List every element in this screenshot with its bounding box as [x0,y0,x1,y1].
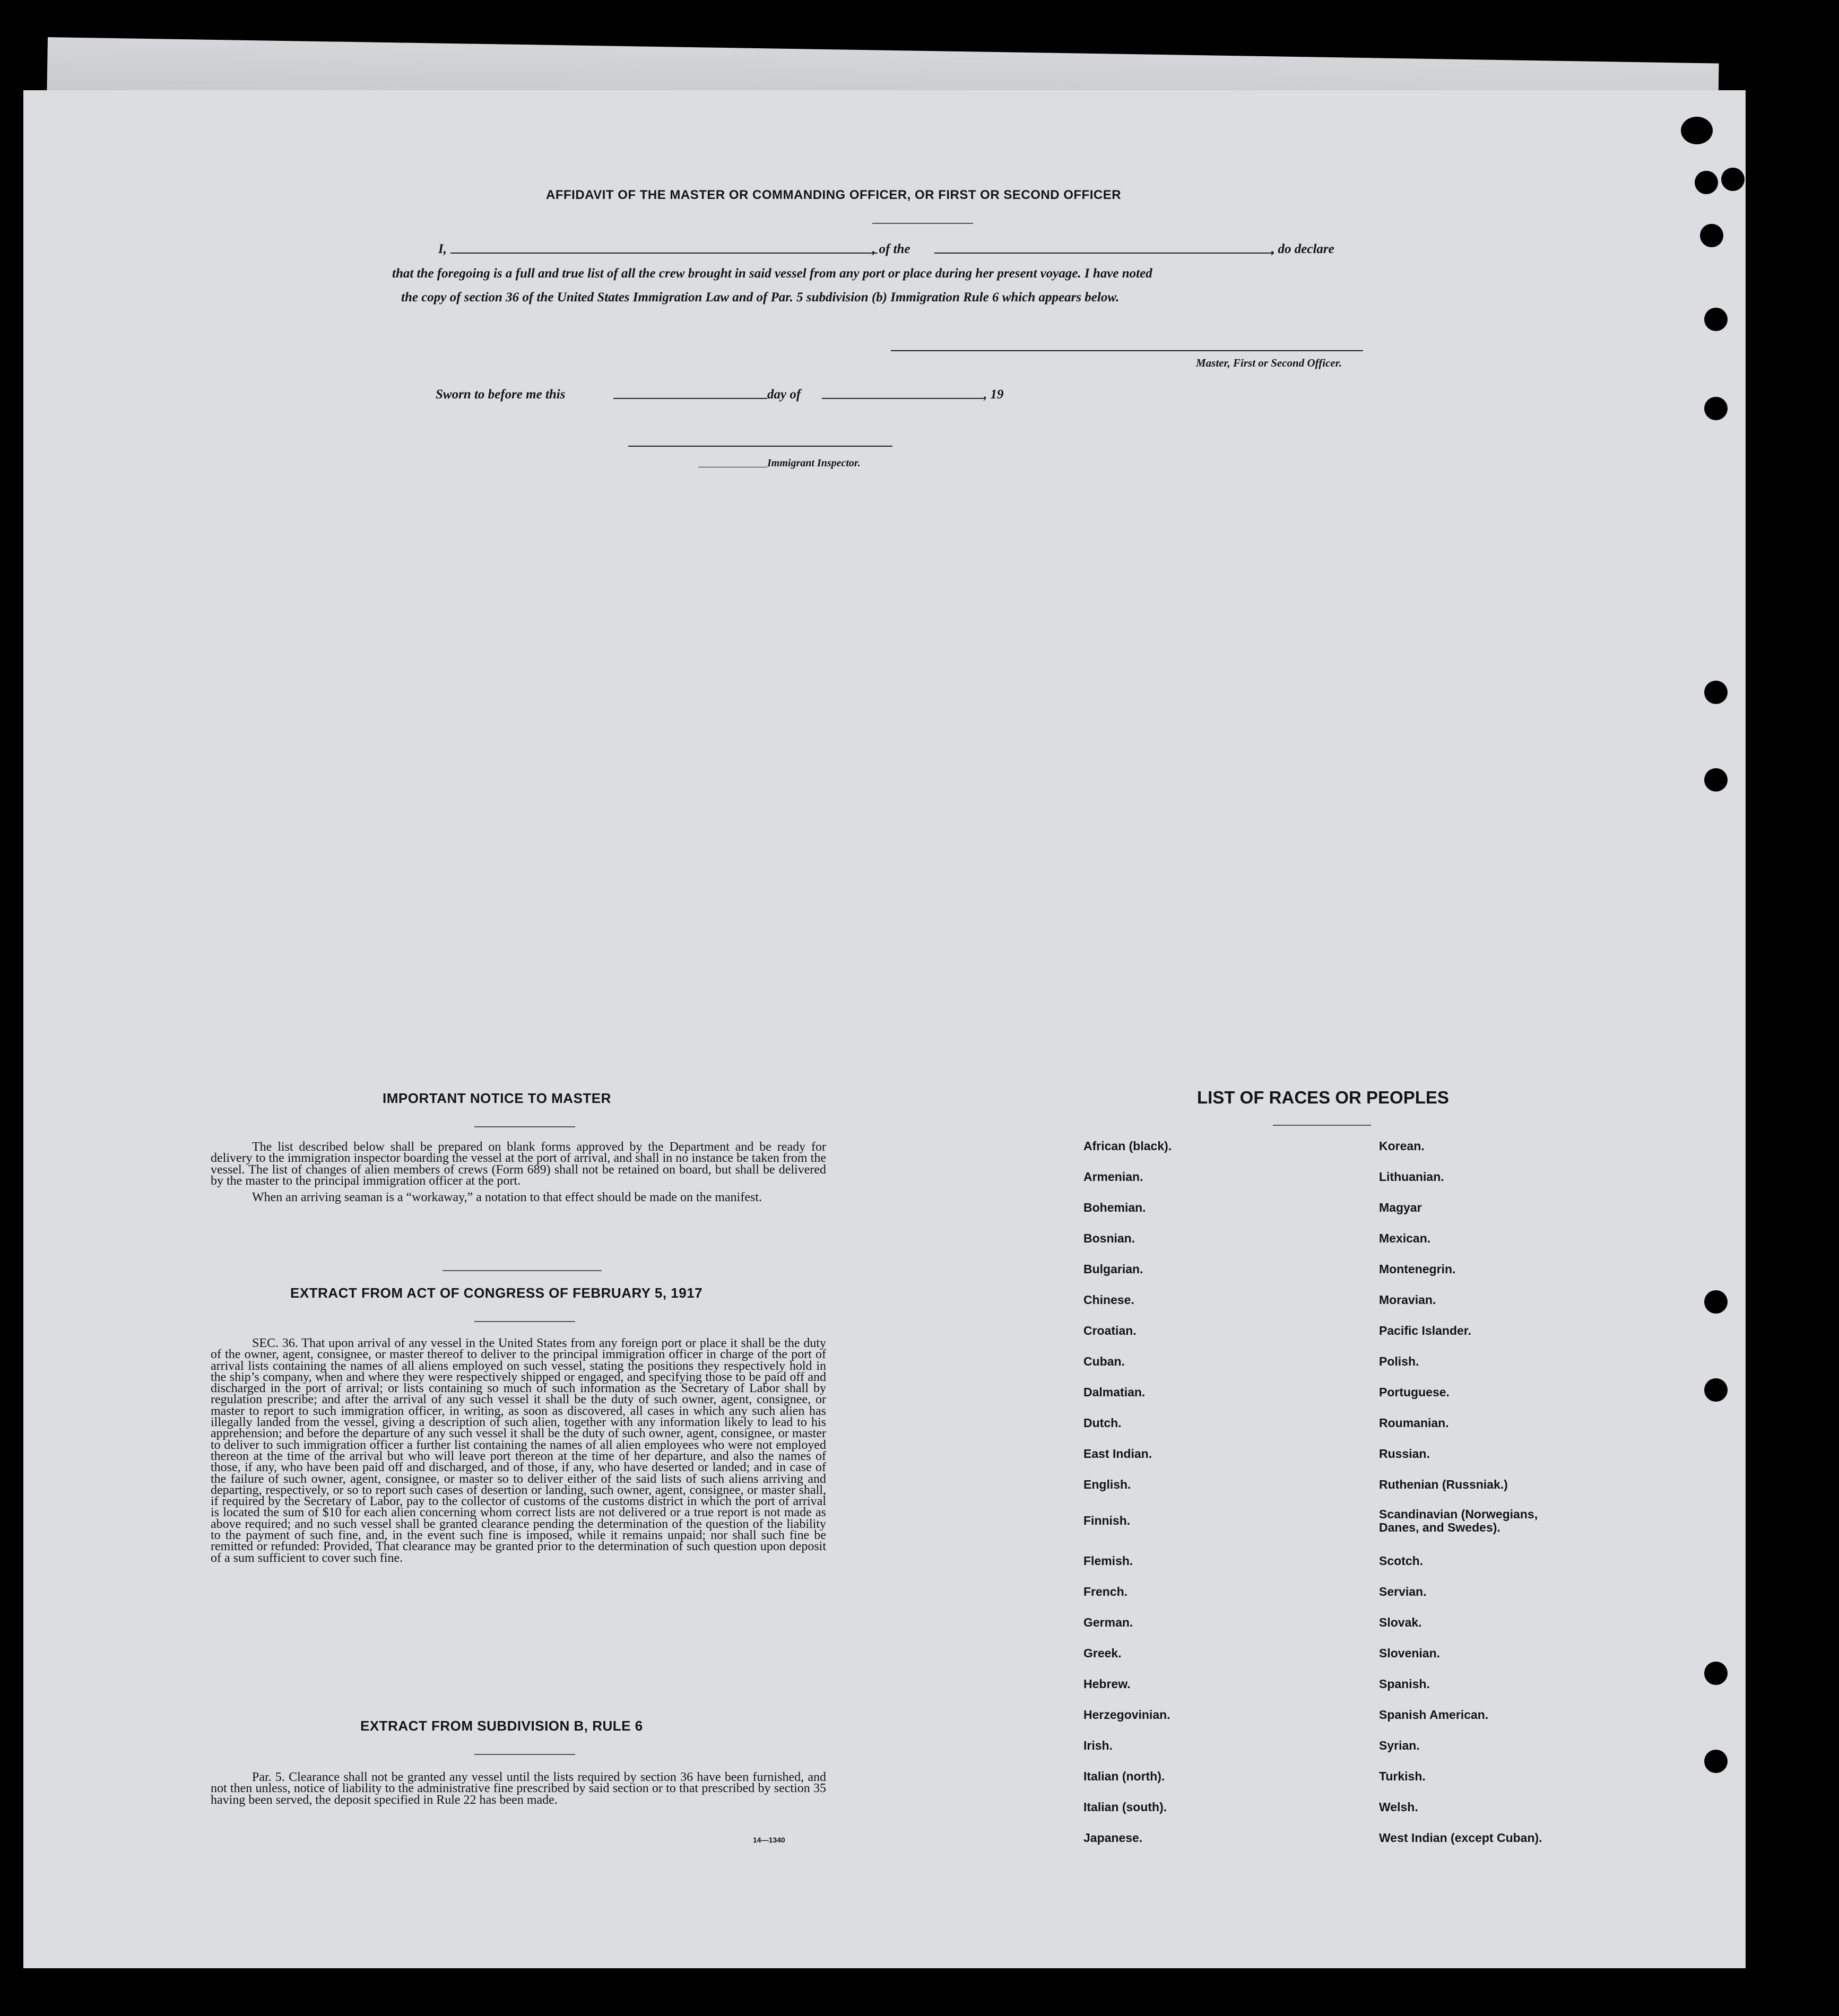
do-declare-label: , do declare [1271,242,1334,256]
race-item: Italian (north). [1083,1769,1165,1783]
race-item: East Indian. [1083,1447,1152,1461]
form-page [23,90,1746,1968]
punch-hole [1704,681,1728,704]
notice-title: IMPORTANT NOTICE TO MASTER [383,1090,611,1106]
race-item: Bulgarian. [1083,1262,1143,1276]
race-item: Cuban. [1083,1354,1125,1368]
master-signature-label: Master, First or Second Officer. [1196,357,1342,369]
race-item: Korean. [1379,1139,1425,1153]
section-divider [443,1270,602,1271]
race-item: Polish. [1379,1354,1419,1368]
par-5-text: Par. 5. Clearance shall not be granted any vessel until the lists required by section 36 have been furnished, and not then unless, notice of liability to the administrative fine prescribed by said section or to that prescribed by section 35 having been served, the deposit specified in Rule 22 has been made. [211,1770,826,1807]
race-item: Chinese. [1083,1293,1134,1307]
form-number: 14—1340 [753,1836,785,1844]
punch-hole [1721,168,1745,191]
races-divider [1273,1125,1371,1126]
declarant-prefix: I, [438,242,447,256]
race-item: German. [1083,1615,1133,1629]
race-item: Japanese. [1083,1831,1143,1845]
punch-hole [1704,768,1728,792]
race-item: Dutch. [1083,1416,1122,1430]
race-item: Flemish. [1083,1554,1133,1568]
vessel-name-line[interactable] [934,253,1274,254]
race-item: Slovenian. [1379,1646,1441,1660]
race-item: Italian (south). [1083,1800,1167,1814]
act-extract-title: EXTRACT FROM ACT OF CONGRESS OF FEBRUARY 5, 1917 [290,1285,703,1301]
race-item: Slovak. [1379,1615,1422,1629]
punch-hole [1704,1750,1728,1773]
punch-hole [1681,117,1713,144]
race-item: Spanish. [1379,1677,1430,1691]
sworn-prefix: Sworn to before me this [436,387,566,402]
punch-hole [1704,308,1728,331]
affidavit-line-2: that the foregoing is a full and true list of all the crew brought in said vessel from any port or place during her present voyage. I have noted [392,266,1152,281]
race-item: African (black). [1083,1139,1172,1153]
race-item: Montenegrin. [1379,1262,1456,1276]
notice-divider [474,1126,575,1127]
notice-body [211,1142,826,1203]
races-title: LIST OF RACES OR PEOPLES [1197,1088,1449,1107]
race-item: Syrian. [1379,1739,1420,1752]
act-extract-body [211,1338,826,1564]
rule-extract-title: EXTRACT FROM SUBDIVISION B, RULE 6 [360,1718,643,1734]
master-signature-line[interactable] [891,350,1363,351]
declarant-name-line[interactable] [450,253,878,254]
race-item: Roumanian. [1379,1416,1449,1430]
race-item: Irish. [1083,1739,1113,1752]
race-item: Scotch. [1379,1554,1424,1568]
punch-hole [1695,171,1718,194]
rule-extract-body [211,1772,826,1806]
race-item: Servian. [1379,1585,1427,1598]
race-item: Ruthenian (Russniak.) [1379,1478,1508,1491]
sworn-month-line[interactable] [822,398,984,399]
punch-hole [1700,224,1723,247]
race-item: Portuguese. [1379,1385,1450,1399]
race-item: Magyar [1379,1201,1422,1214]
inspector-label: Immigrant Inspector. [767,457,861,469]
race-item: Moravian. [1379,1293,1436,1307]
race-item: Dalmatian. [1083,1385,1146,1399]
affidavit-title: AFFIDAVIT OF THE MASTER OR COMMANDING OFFICER, OR FIRST OR SECOND OFFICER [546,188,1122,202]
race-item: Spanish American. [1379,1708,1489,1722]
inspector-signature-line[interactable] [628,446,892,447]
notice-paragraph-1: The list described below shall be prepared on blank forms approved by the Department and be ready for delivery to the immigration inspector boarding the vessel at the port of arrival, and shall in no instance be taken from the vessel. The list of changes of alien members of crews (Form 689) shall not be retained on board, but shall be delivered by the master to the principal immigration officer at the port. [211,1140,826,1188]
race-item: Bosnian. [1083,1231,1135,1245]
title-divider [872,223,973,224]
sworn-day-line[interactable] [613,398,767,399]
punch-hole [1704,1378,1728,1402]
act-extract-divider [474,1321,575,1322]
of-the-label: , of the [872,242,910,256]
race-item: Greek. [1083,1646,1122,1660]
affidavit-line-3: the copy of section 36 of the United States Immigration Law and of Par. 5 subdivision (b) Immigration Rule 6 which appears below. [401,290,1120,305]
race-item: Croatian. [1083,1324,1137,1337]
race-item: Bohemian. [1083,1201,1146,1214]
sworn-year-label: , 19 [984,387,1004,402]
punch-hole [1704,1290,1728,1314]
rule-extract-divider [474,1754,575,1755]
race-item: Armenian. [1083,1170,1143,1184]
race-item: Hebrew. [1083,1677,1131,1691]
race-item: English. [1083,1478,1131,1491]
race-item: Turkish. [1379,1769,1426,1783]
race-item: Mexican. [1379,1231,1431,1245]
punch-hole [1704,397,1728,420]
race-item: French. [1083,1585,1128,1598]
race-item: West Indian (except Cuban). [1379,1831,1542,1845]
day-of-label: day of [767,387,801,402]
race-item: Finnish. [1083,1514,1131,1527]
notice-paragraph-2: When an arriving seaman is a “workaway,” a notation to that effect should be made on the manifest. [252,1191,762,1205]
race-item: Russian. [1379,1447,1430,1461]
race-item: Pacific Islander. [1379,1324,1471,1337]
punch-hole [1704,1662,1728,1685]
race-item: Scandinavian (Norwegians, Danes, and Swedes). [1379,1507,1538,1534]
race-item: Herzegovinian. [1083,1708,1170,1722]
race-item: Welsh. [1379,1800,1418,1814]
race-item: Lithuanian. [1379,1170,1444,1184]
section-36-text: SEC. 36. That upon arrival of any vessel in the United States from any foreign port or place it shall be the duty of the owner, agent, consignee, or master thereof to deliver to the principal immigration officer in charge of the port of arrival lists containing the names of all aliens employed on such vessel, stating the positions they respectively hold in the ship’s company, when and where they were respectively shipped or engaged, and specifying those to be paid off and discharged in the port of arrival; or lists containing so much of such information as the Secretary of Labor shall by regulation prescribe; and after the arrival of any such vessel it shall be the duty of such owner, agent, consignee, or master to report to such immigration officer, in writing, as soon as discovered, all cases in which any such alien has illegally landed from the vessel, giving a description of such alien, together with any information likely to lead to his apprehension; and before the departure of any such vessel it shall be the duty of such owner, agent, consignee, or master to deliver to such immigration officer a further list containing the names of all alien employees who were not employed thereon at the time of the arrival but who will leave port thereon at the time of her departure, and also the names of those, if any, who have been paid off and discharged, and of those, if any, who have deserted or landed; and in case of the failure of such owner, agent, consignee, or master so to deliver either of the said lists of such aliens arriving and departing, respectively, or so to report such cases of desertion or landing, such owner, agent, consignee, or master shall, if required by the Secretary of Labor, pay to the collector of customs of the customs district in which the port of arrival is located the sum of $10 for each alien concerning whom correct lists are not delivered or a true report is not made as above required; and no such vessel shall be granted clearance pending the determination of the question of the liability to the payment of such fine, and, in the event such fine is imposed, while it remains unpaid; nor shall such fine be remitted or refunded: Provided, That clearance may be granted prior to the determination of such question upon deposit of a sum sufficient to cover such fine. [211,1336,826,1565]
